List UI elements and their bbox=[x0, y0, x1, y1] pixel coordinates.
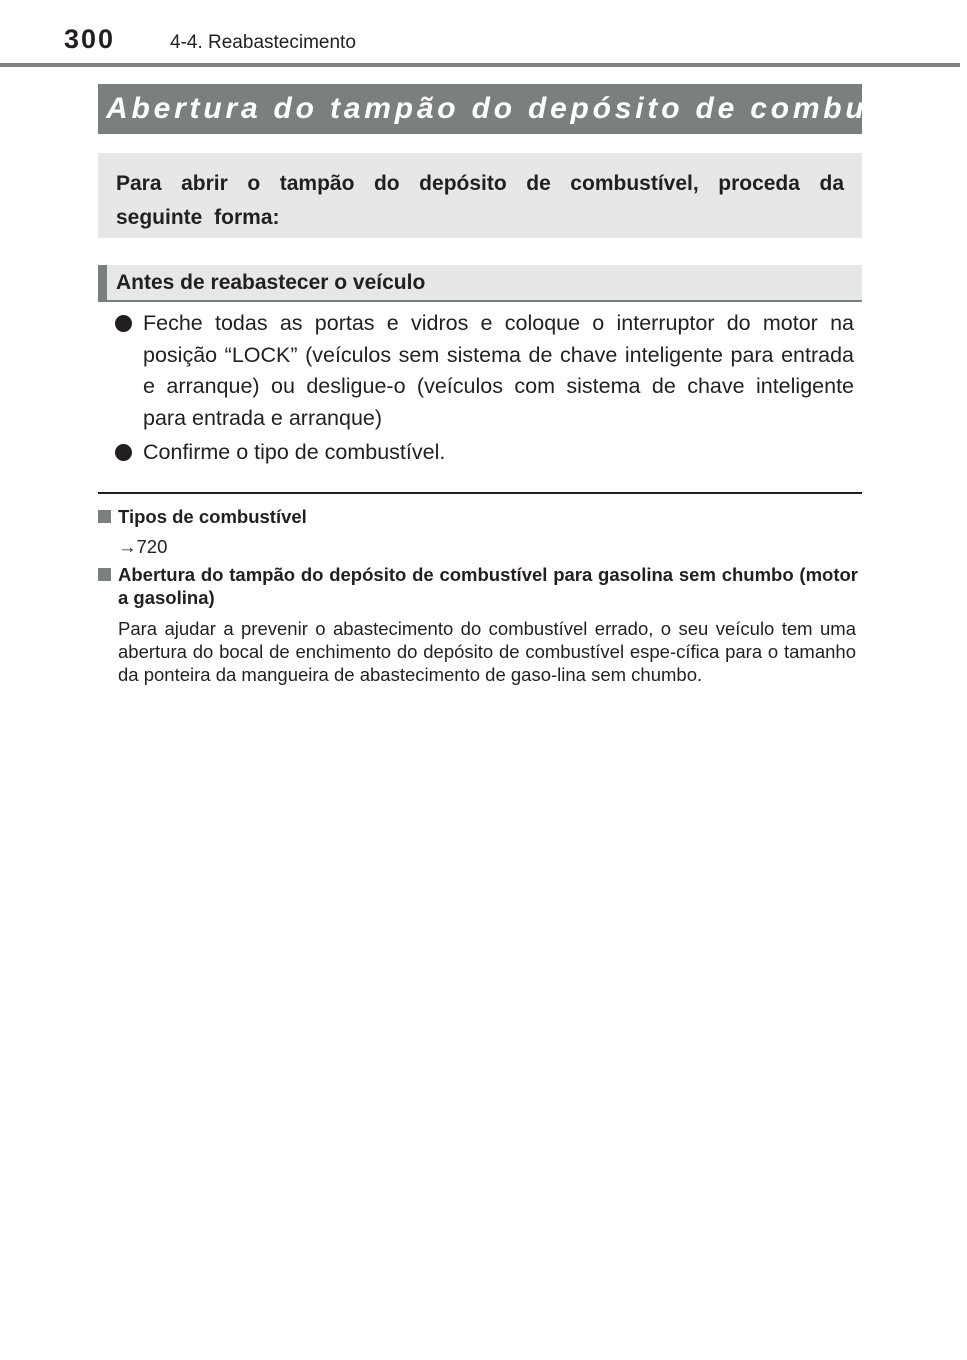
note-fuel-filler-opening bbox=[98, 563, 862, 686]
note-heading bbox=[98, 563, 862, 609]
bullet-item bbox=[98, 308, 862, 434]
intro-text: Para abrir o tampão do depósito de combustível, proceda da seguinte forma: bbox=[116, 172, 844, 229]
note-heading-text: Tipos de combustível bbox=[118, 506, 307, 527]
note-heading-text: Abertura do tampão do depósito de combustível para gasolina sem chumbo (motor a gasolina) bbox=[118, 564, 858, 608]
bullet-item bbox=[98, 437, 862, 469]
square-bullet-icon bbox=[98, 510, 111, 523]
header-rule bbox=[0, 63, 960, 67]
section-divider bbox=[98, 492, 862, 494]
page-reference-number: 720 bbox=[136, 536, 168, 557]
page-title: Abertura do tampão do depósito de combustível bbox=[106, 92, 967, 125]
note-heading bbox=[98, 505, 862, 528]
page-reference[interactable] bbox=[98, 536, 862, 558]
arrow-right-icon: → bbox=[118, 536, 137, 557]
subheading-bar bbox=[98, 265, 862, 302]
note-body: Para ajudar a prevenir o abastecimento do combustível errado, o seu veículo tem uma abertura do bocal de enchimento do depósito de combustível espe-cífica para o tamanho da ponteira da mangueira de abastecimento de gaso-lina sem chumbo. bbox=[118, 618, 856, 685]
section-label: 4-4. Reabastecimento bbox=[170, 32, 356, 53]
intro-box bbox=[98, 153, 862, 238]
subheading-text: Antes de reabastecer o veículo bbox=[116, 271, 426, 294]
bullet-list bbox=[98, 308, 862, 469]
note-fuel-types bbox=[98, 505, 862, 558]
title-bar bbox=[98, 84, 967, 134]
square-bullet-icon bbox=[98, 568, 111, 581]
bullet-text: Feche todas as portas e vidros e coloque o interruptor do motor na posição “LOCK” (veículos sem sistema de chave inteligente para entrada e arranque) ou desligue-o (veículos com sistema de chave inteligente para entrada e arranque) bbox=[143, 311, 854, 430]
page-number: 300 bbox=[64, 24, 116, 54]
page-header bbox=[0, 0, 960, 70]
bullet-text: Confirme o tipo de combustível. bbox=[143, 440, 446, 464]
bullet-dot-icon bbox=[115, 444, 132, 461]
bullet-dot-icon bbox=[115, 315, 132, 332]
